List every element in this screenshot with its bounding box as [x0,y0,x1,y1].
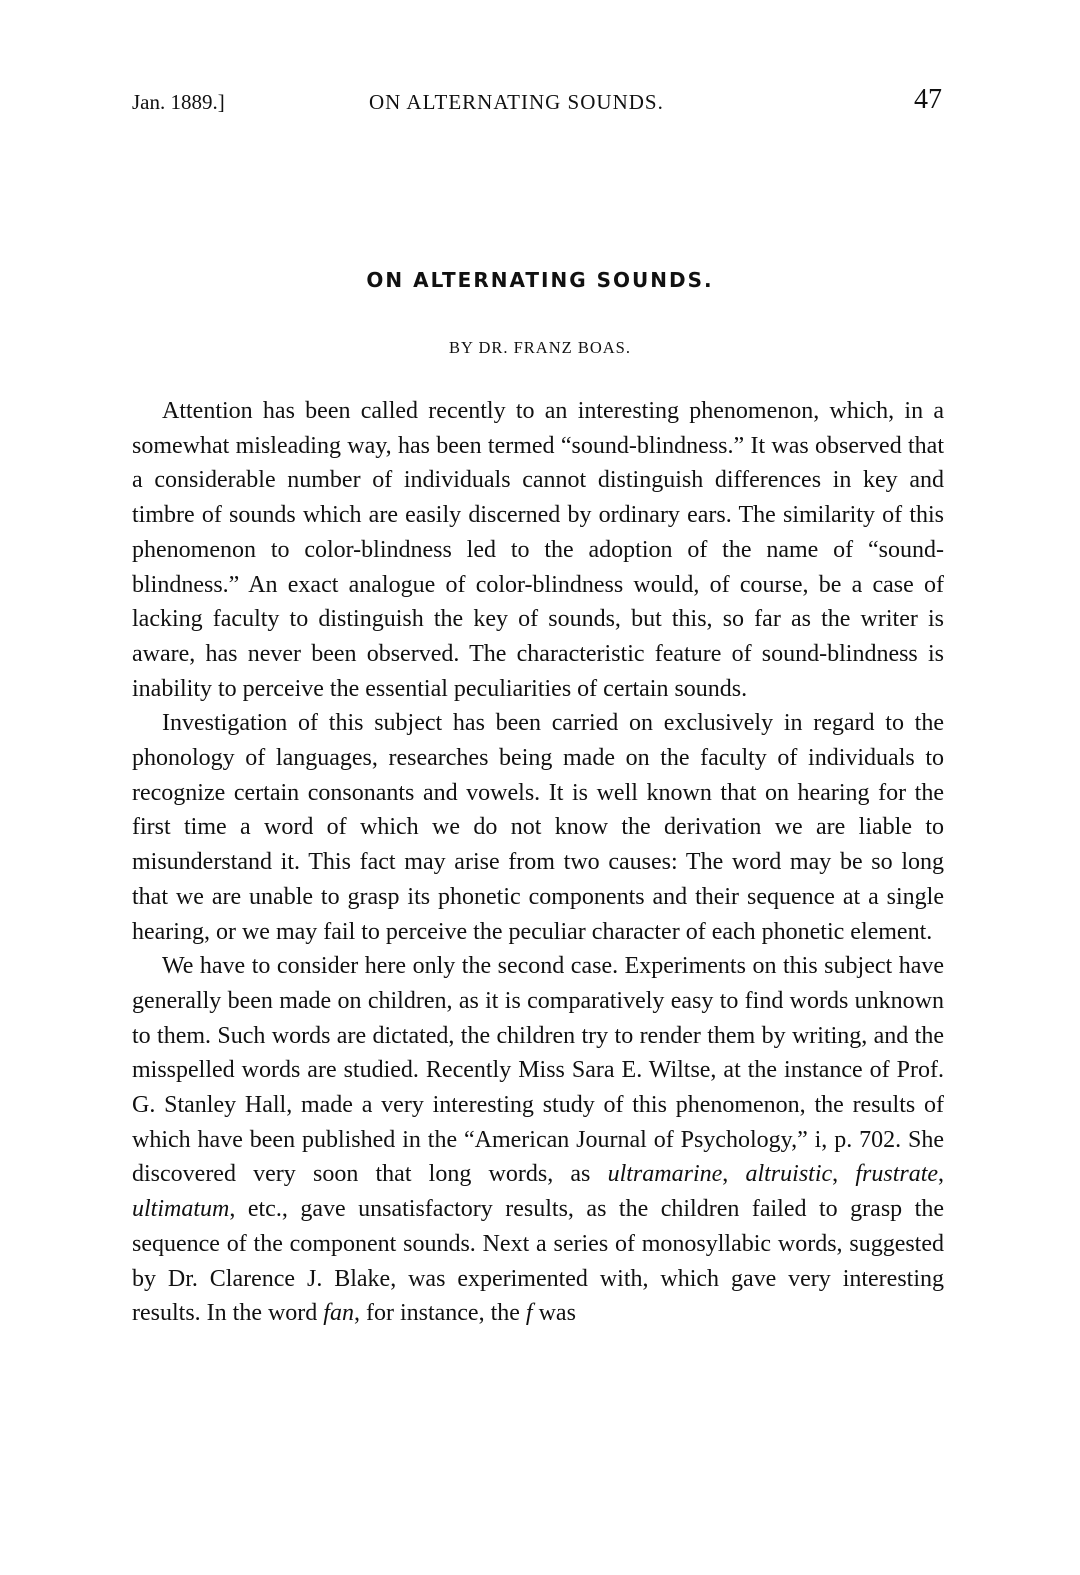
text-run: , for instance, the [353,1300,526,1327]
paragraph [132,706,944,949]
italic-text: ultimatum [132,1196,230,1223]
italic-text: frustrate [855,1161,939,1188]
italic-text: ultramarine [607,1161,723,1188]
running-head-date: Jan. 1889.] [132,90,225,114]
running-head-title: ON ALTERNATING SOUNDS. [369,90,664,114]
running-head [132,84,942,124]
article-body [132,394,944,1331]
text-run: We have to consider here only the second case. Experiments on this subject have generally been made on children, as it is comparatively easy to find words unknown to them. Such words are dictated, the children try to render them by writing, and the misspelled words are studied. Recently Miss Sara E. Wiltse, at the instance of Prof. G. Stanley Hall, made a very interesting study of this phenomenon, the results of which have been published in the “American Journal of Psychology,” i, p. 702. She discovered very soon that long words, as [132,953,944,1188]
italic-text: altruistic [745,1161,833,1188]
text-run: was [532,1300,576,1327]
italic-text: f [525,1300,533,1327]
italic-text: fan [323,1300,354,1327]
article-byline: BY DR. FRANZ BOAS. [449,338,631,357]
page-number: 47 [914,84,942,115]
text-run: , etc., gave unsatisfactory results, as the children failed to grasp the sequence of the component sounds. Next a series of monosyllabic words, suggested by Dr. Clarence J. Blake, was experimented with, which gave very interesting results. In the word [132,1196,944,1327]
text-run: , [722,1161,746,1188]
text-run: Attention has been called recently to an interesting phenomenon, which, in a somewhat misleading way, has been termed “sound-blindness.” It was observed that a considerable number of individuals cannot distinguish differences in key and timbre of sounds which are easily discerned by ordinary ears. The similarity of this phenomenon to color-blindness led to the adoption of the name of “sound-blindness.” An exact analogue of color-blindness would, of course, be a case of lacking faculty to distinguish the key of sounds, but this, so far as the writer is aware, has never been observed. The characteristic feature of sound-blindness is inability to perceive the essential peculiarities of certain sounds. [132,398,944,702]
paragraph [132,949,944,1331]
article-title: ON ALTERNATING SOUNDS. [366,268,714,292]
text-run: Investigation of this subject has been carried on exclusively in regard to the phonology of languages, researches being made on the faculty of individuals to recognize certain consonants and vowels. It is well known that on hearing for the first time a word of which we do not know the derivation we are liable to misunderstand it. This fact may arise from two causes: The word may be so long that we are unable to grasp its phonetic components and their sequence at a single hearing, or we may fail to perceive the peculiar character of each phonetic element. [132,710,944,945]
paragraph [132,394,944,706]
text-run: , [938,1161,945,1188]
text-run: , [832,1161,856,1188]
